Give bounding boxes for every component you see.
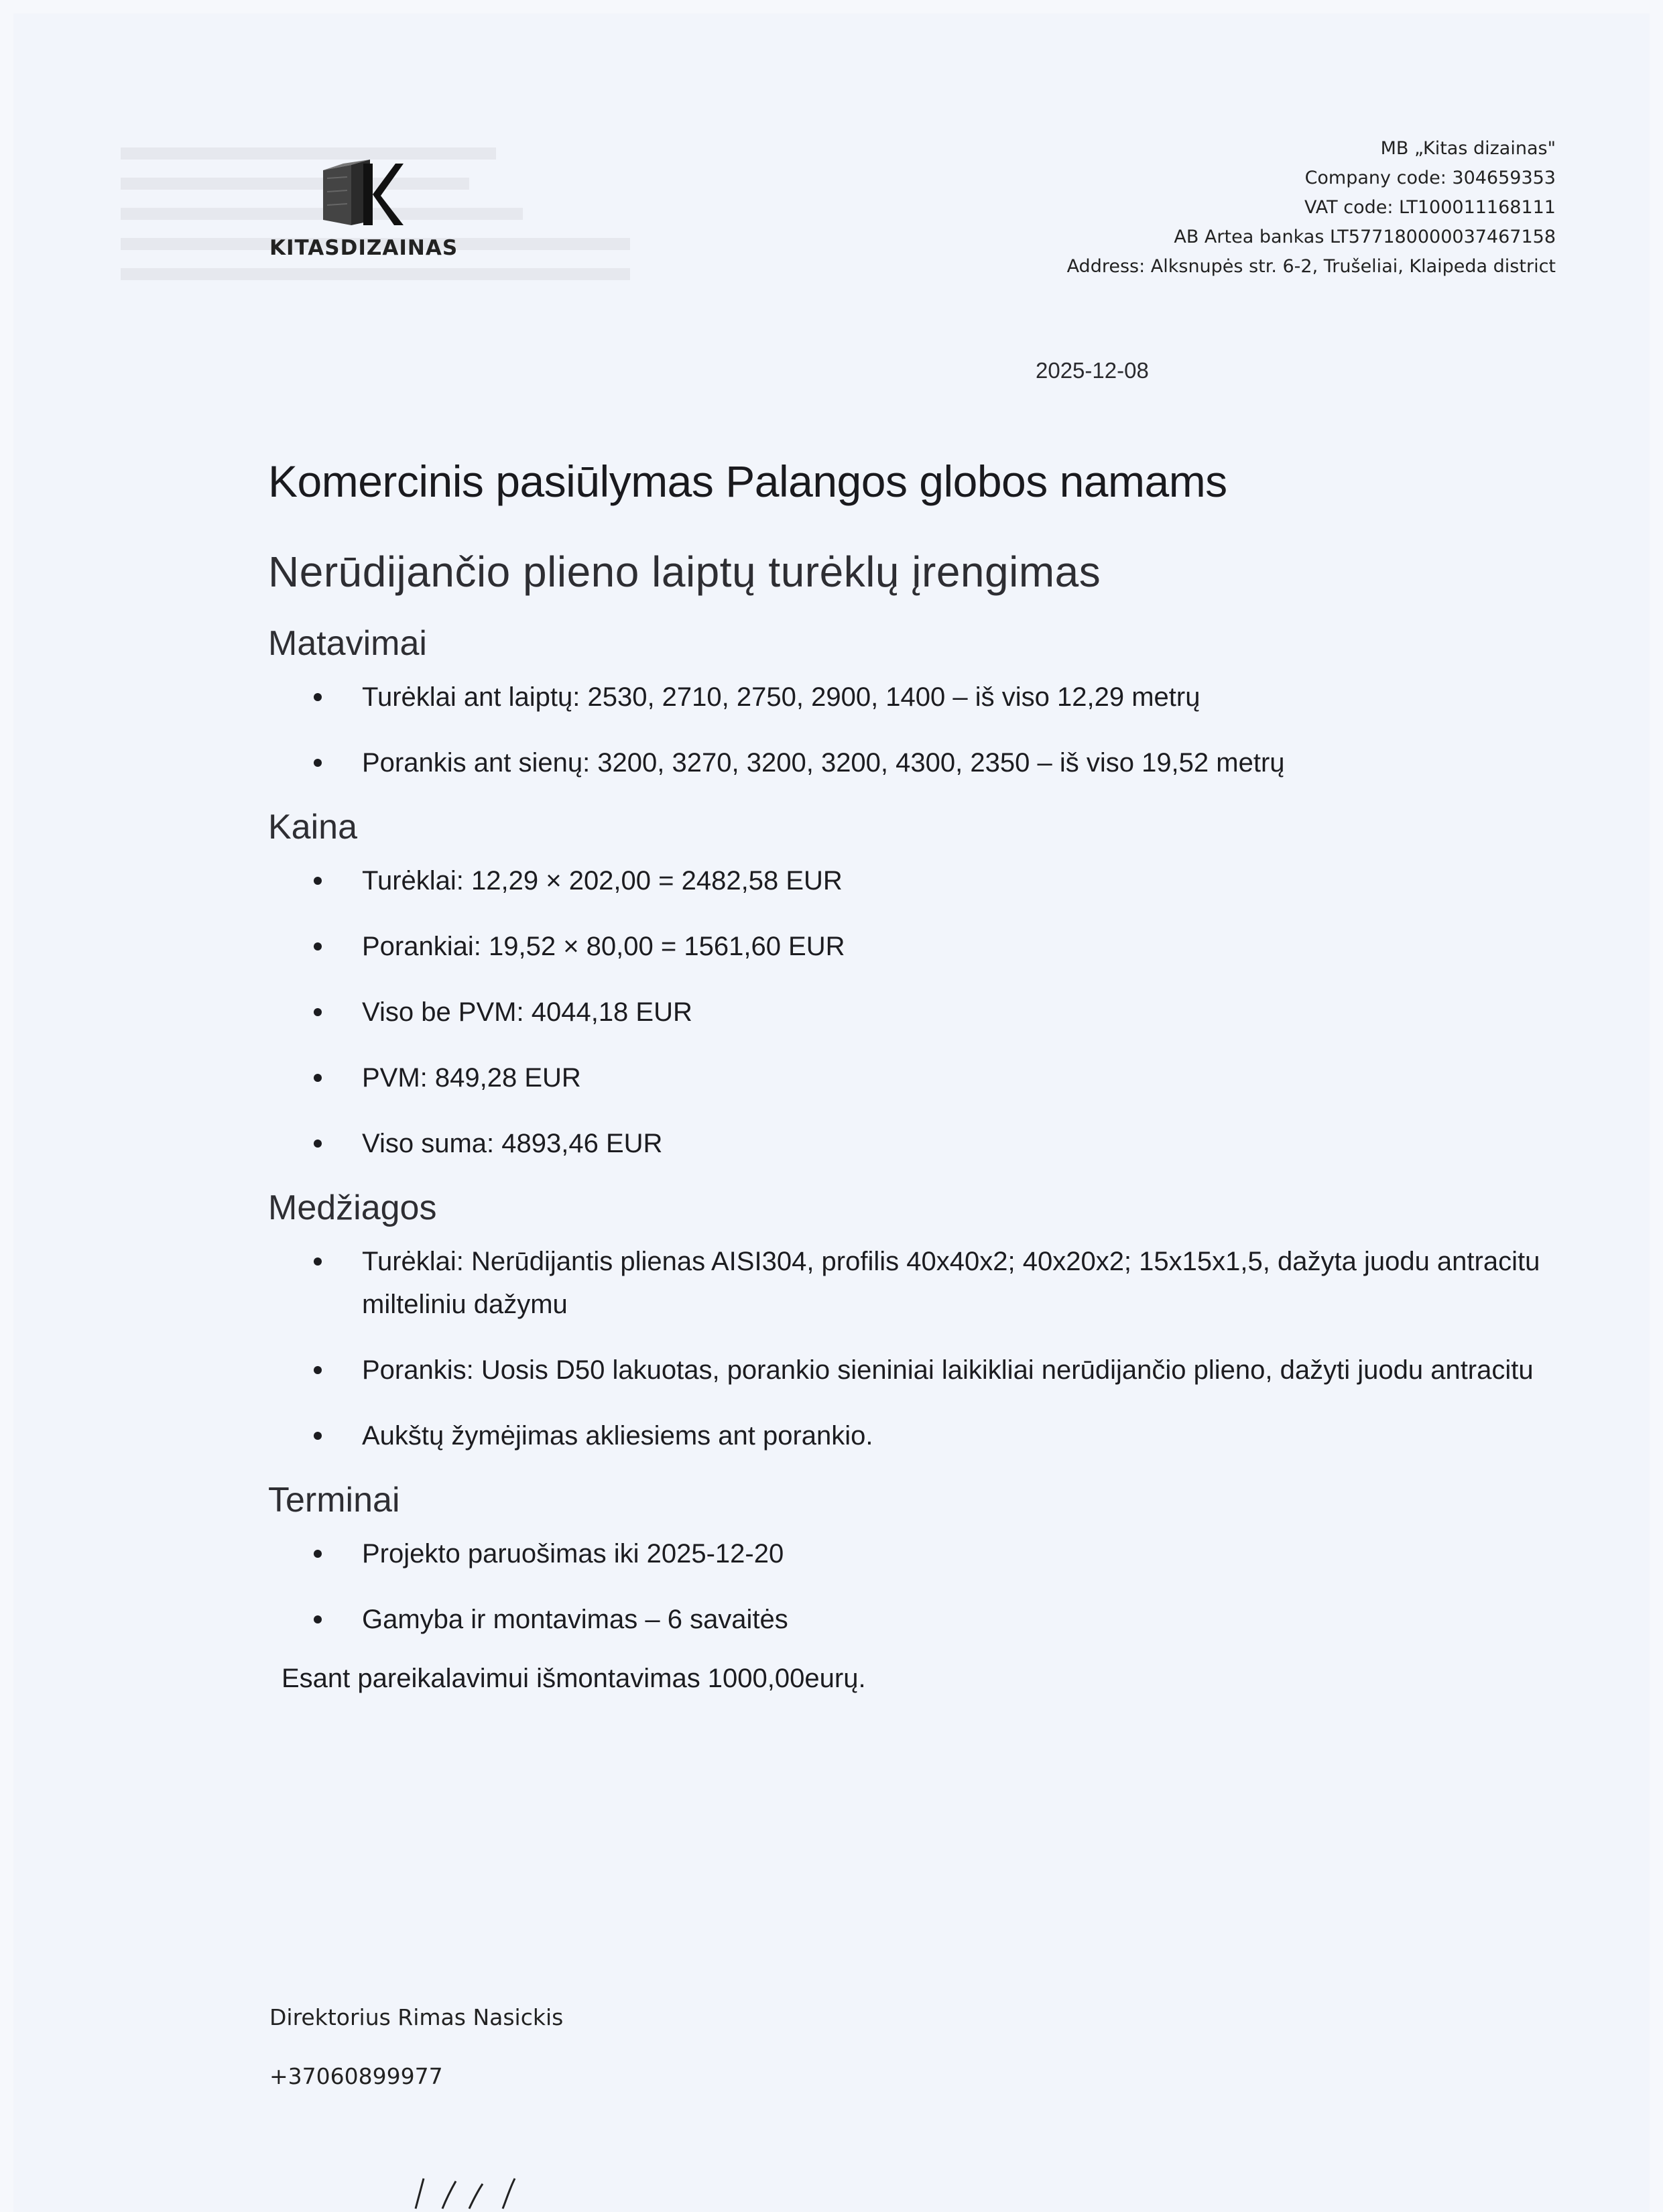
list-item: Porankiai: 19,52 × 80,00 = 1561,60 EUR bbox=[268, 925, 1542, 968]
bullet-icon bbox=[314, 942, 322, 950]
section-measurements bbox=[268, 623, 1542, 784]
company-code: Company code: 304659353 bbox=[1304, 168, 1556, 188]
list-item: Projekto paruošimas iki 2025-12-20 bbox=[268, 1532, 1542, 1575]
bullet-icon bbox=[314, 1432, 322, 1440]
document-date: 2025-12-08 bbox=[1036, 358, 1149, 383]
list-item: Turėklai: 12,29 × 202,00 = 2482,58 EUR bbox=[268, 859, 1542, 902]
bullet-icon bbox=[314, 693, 322, 701]
bullet-icon bbox=[314, 1140, 322, 1148]
bullet-icon bbox=[314, 759, 322, 767]
bullet-icon bbox=[314, 1008, 322, 1016]
signer-name: Direktorius Rimas Nasickis bbox=[269, 2004, 564, 2030]
bullet-icon bbox=[314, 1074, 322, 1082]
bullet-icon bbox=[314, 1257, 322, 1266]
document-subtitle: Nerūdijančio plieno laiptų turėklų įrengimas bbox=[268, 548, 1101, 596]
offer-body bbox=[268, 456, 1542, 1694]
document-title: Komercinis pasiūlymas Palangos globos namams bbox=[268, 456, 1227, 506]
list-item: Aukštų žymėjimas akliesiems ant porankio. bbox=[268, 1414, 1542, 1457]
bullet-icon bbox=[314, 1615, 322, 1623]
section-terms bbox=[268, 1480, 1542, 1641]
list-item: Gamyba ir montavimas – 6 savaitės bbox=[268, 1598, 1542, 1641]
bullet-icon bbox=[314, 877, 322, 885]
list-item: Viso be PVM: 4044,18 EUR bbox=[268, 991, 1542, 1034]
company-name: MB „Kitas dizainas" bbox=[1380, 138, 1556, 159]
section-heading: Kaina bbox=[268, 808, 357, 847]
list-item: Viso suma: 4893,46 EUR bbox=[268, 1122, 1542, 1165]
signer-phone: +37060899977 bbox=[269, 2063, 443, 2089]
section-materials bbox=[268, 1188, 1542, 1457]
section-heading: Terminai bbox=[268, 1481, 400, 1520]
list-item: Turėklai ant laiptų: 2530, 2710, 2750, 2900, 1400 – iš viso 12,29 metrų bbox=[268, 676, 1542, 719]
list-item: Porankis ant sienų: 3200, 3270, 3200, 3200, 4300, 2350 – iš viso 19,52 metrų bbox=[268, 741, 1542, 784]
bullet-icon bbox=[314, 1550, 322, 1558]
vat-code: VAT code: LT100011168111 bbox=[1304, 197, 1556, 218]
handwritten-signature bbox=[402, 2172, 550, 2212]
cube-logo-icon bbox=[316, 158, 404, 232]
company-logo bbox=[269, 158, 471, 272]
section-heading: Medžiagos bbox=[268, 1188, 437, 1227]
company-address: Address: Alksnupės str. 6-2, Trušeliai, Klaipeda district bbox=[1066, 256, 1556, 277]
list-item: PVM: 849,28 EUR bbox=[268, 1056, 1542, 1099]
list-item: Turėklai: Nerūdijantis plienas AISI304, profilis 40x40x2; 40x20x2; 15x15x1,5, dažyta juodu antracitu milteliniu dažymu bbox=[268, 1240, 1542, 1326]
list-item: Porankis: Uosis D50 lakuotas, porankio sieniniai laikikliai nerūdijančio plieno, dažyti juodu antracitu bbox=[268, 1349, 1542, 1392]
section-heading: Matavimai bbox=[268, 624, 427, 663]
logo-wordmark: KITASDIZAINAS bbox=[269, 236, 458, 260]
company-details bbox=[1067, 134, 1556, 282]
dismantling-note: Esant pareikalavimui išmontavimas 1000,00eurų. bbox=[282, 1664, 866, 1693]
section-price bbox=[268, 807, 1542, 1165]
bullet-icon bbox=[314, 1366, 322, 1374]
bank-account: AB Artea bankas LT577180000037467158 bbox=[1174, 227, 1556, 247]
